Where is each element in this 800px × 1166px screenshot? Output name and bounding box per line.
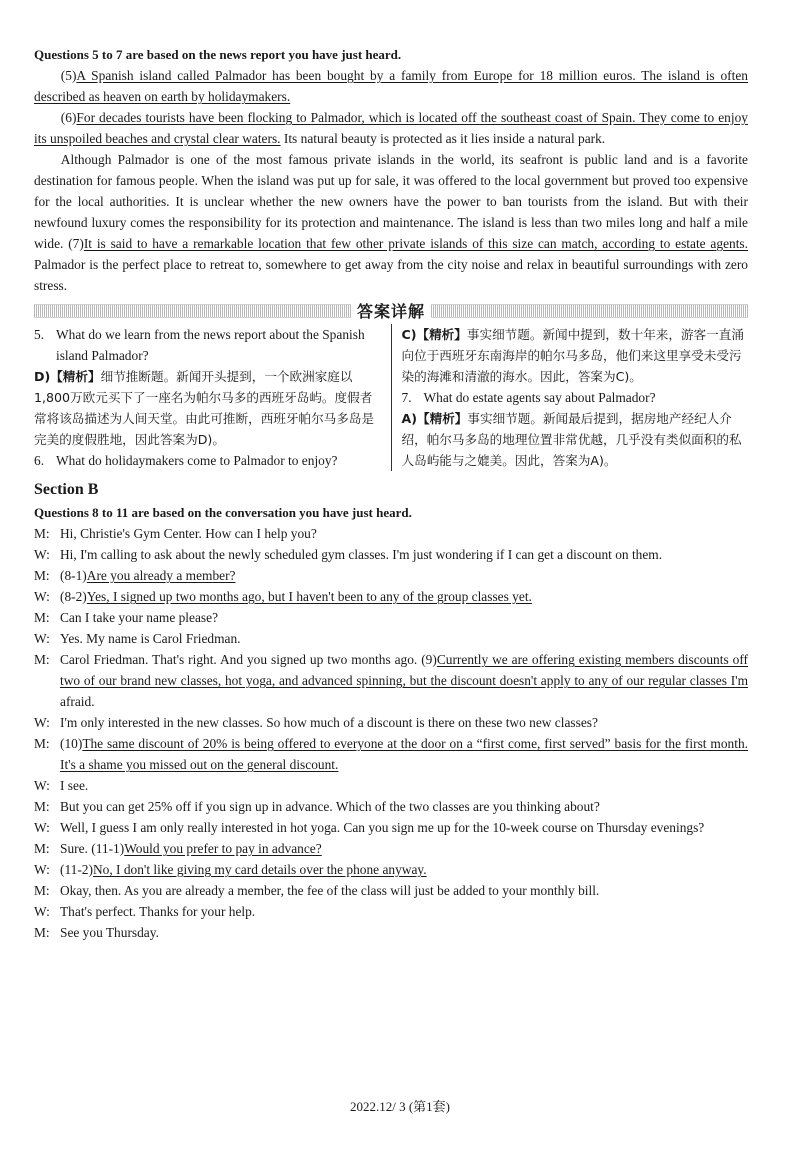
line-text: Hi, Christie's Gym Center. How can I help you? (60, 526, 317, 541)
answer-columns (34, 324, 748, 471)
answer-column-left (34, 324, 392, 471)
answer-key: D)【精析】 (34, 369, 101, 384)
section-b-heading: Questions 8 to 11 are based on the conversation you have just heard. (34, 505, 412, 520)
question-number: 7. (401, 390, 412, 405)
dialogue-line (34, 880, 748, 901)
line-text: Yes. My name is Carol Friedman. (60, 631, 241, 646)
document-page (34, 44, 748, 943)
speaker: W: (34, 631, 50, 646)
marker-7: (7) (68, 236, 84, 251)
speaker: W: (34, 778, 50, 793)
dialogue-line (34, 628, 748, 649)
dialogue-line (34, 775, 748, 796)
paragraph-text: Palmador is the perfect place to retreat to, somewhere to get away from the city noise and relax in beautiful surroundings with zero stress. (34, 257, 748, 293)
marker: (11-1) (91, 841, 125, 856)
line-text: Can I take your name please? (60, 610, 219, 625)
marker-6: (6) (60, 110, 77, 125)
underlined-text: Yes, I signed up two months ago, but I haven't been to any of the group classes yet. (86, 589, 532, 604)
dialogue-line (34, 565, 748, 586)
underlined-text: For decades tourists have been flocking to Palmador, which is located off the southeast coast of Spain. They come to enjoy its unspoiled beaches and crystal clear waters. (34, 110, 748, 146)
dialogue-line (34, 817, 748, 838)
dialogue-line (34, 523, 748, 544)
dialogue-line (34, 733, 748, 775)
underlined-text: A Spanish island called Palmador has been bought by a family from Europe for 18 million euros. The island is often described as heaven on earth by holidaymakers. (34, 68, 748, 104)
underlined-text: The same discount of 20% is being offered to everyone at the door on a “first come, first served” basis for the first month. It's a shame you missed out on the general discount. (60, 736, 748, 772)
question-text: What do estate agents say about Palmador? (423, 390, 656, 405)
line-text: I'm only interested in the new classes. So how much of a discount is there on these two new classes? (60, 715, 598, 730)
line-text: Sure. (60, 841, 92, 856)
answer-5 (34, 366, 381, 450)
line-text: But you can get 25% off if you sign up in advance. Which of the two classes are you thinking about? (60, 799, 600, 814)
speaker: W: (34, 862, 50, 877)
question-7 (402, 387, 749, 408)
marker: (10) (60, 736, 83, 751)
dialogue-line (34, 586, 748, 607)
answer-key: C)【精析】 (401, 327, 467, 342)
dialogue-line (34, 922, 748, 943)
marker: (9) (421, 652, 437, 667)
dialogue-line (34, 901, 748, 922)
paragraph-5 (34, 65, 748, 107)
speaker: M: (34, 652, 50, 667)
dialogue-line (34, 544, 748, 565)
divider-stripe-right (431, 304, 748, 318)
answer-text: 事实细节题。新闻中提到，数十年来，游客一直涌向位于西班牙东南海岸的帕尔马多岛，他们来这里享受未受污染的海滩和清澈的海水。因此，答案为C)。 (401, 327, 744, 384)
line-text: Well, I guess I am only really interested in hot yoga. Can you sign me up for the 10-week course on Thursday evenings? (60, 820, 705, 835)
paragraph-text: Although Palmador is one of the most famous private islands in the world, its seafront is public land and is a favorite destination for famous people. When the island was put up for sale, it was offered to the local government but proved too expensive for the local authorities. It is unclear whether the new owners have the power to ban tourists from the island. But with their newfound luxury comes the responsibility for its protection and maintenance. The island is less than two miles long and half a mile wide. (34, 152, 748, 251)
divider-stripe-left (34, 304, 351, 318)
marker: (8-1) (60, 568, 87, 583)
dialogue-line (34, 649, 748, 712)
line-text: Hi, I'm calling to ask about the newly scheduled gym classes. I'm just wondering if I can get a discount on them. (60, 547, 663, 562)
speaker: M: (34, 841, 50, 856)
speaker: M: (34, 610, 50, 625)
line-text: afraid. (60, 694, 95, 709)
marker: (11-2) (60, 862, 93, 877)
divider-title: 答案详解 (357, 301, 426, 321)
answer-column-right (392, 324, 749, 471)
line-text: Okay, then. As you are already a member, the fee of the class will just be added to your monthly bill. (60, 883, 600, 898)
underlined-text: No, I don't like giving my card details over the phone anyway. (92, 862, 427, 877)
dialogue-line (34, 607, 748, 628)
answer-text: 细节推断题。新闻开头提到，一个欧洲家庭以1,800万欧元买下了一座名为帕尔马多的西班牙岛屿。度假者常将该岛描述为人间天堂。由此可推断，西班牙帕尔马多岛是完美的度假胜地，因此答案为D)。 (34, 369, 375, 447)
question-text: What do we learn from the news report about the Spanish island Palmador? (56, 327, 365, 363)
speaker: W: (34, 820, 50, 835)
question-number: 6. (34, 453, 45, 468)
answer-divider (34, 300, 748, 322)
speaker: W: (34, 589, 50, 604)
answer-6 (402, 324, 749, 387)
line-text: See you Thursday. (60, 925, 159, 940)
question-text: What do holidaymakers come to Palmador to enjoy? (56, 453, 338, 468)
answer-key: A)【精析】 (401, 411, 468, 426)
line-text: That's perfect. Thanks for your help. (60, 904, 256, 919)
part-a-heading: Questions 5 to 7 are based on the news report you have just heard. (34, 47, 402, 62)
underlined-text: It is said to have a remarkable location that few other private islands of this size can match, according to estate agents. (83, 236, 748, 251)
answer-7 (402, 408, 749, 471)
section-b-title: Section B (34, 481, 99, 498)
speaker: W: (34, 547, 50, 562)
speaker: W: (34, 715, 50, 730)
underlined-text: Currently we are offering existing members discounts off two of our brand new classes, hot yoga, and advanced spinning, but the discount doesn't apply to any of our regular classes I'm (60, 652, 748, 688)
dialogue-line (34, 859, 748, 880)
speaker: M: (34, 799, 50, 814)
paragraph-6 (34, 107, 748, 149)
speaker: W: (34, 904, 50, 919)
line-text: Carol Friedman. That's right. And you signed up two months ago. (60, 652, 422, 667)
paragraph-7 (34, 149, 748, 296)
speaker: M: (34, 736, 50, 751)
dialogue-line (34, 712, 748, 733)
speaker: M: (34, 526, 50, 541)
underlined-text: Would you prefer to pay in advance? (124, 841, 322, 856)
answer-text: 事实细节题。新闻最后提到，据房地产经纪人介绍，帕尔马多岛的地理位置非常优越，几乎没有类似面积的私人岛屿能与之媲美。因此，答案为A)。 (401, 411, 742, 468)
dialogue-line (34, 838, 748, 859)
speaker: M: (34, 568, 50, 583)
underlined-text: Are you already a member? (86, 568, 236, 583)
speaker: M: (34, 925, 50, 940)
question-number: 5. (34, 327, 45, 342)
speaker: M: (34, 883, 50, 898)
paragraph-text: Its natural beauty is protected as it lies inside a natural park. (280, 131, 606, 146)
marker: (8-2) (60, 589, 87, 604)
question-5 (34, 324, 381, 366)
question-6 (34, 450, 381, 471)
line-text: I see. (60, 778, 89, 793)
marker-5: (5) (60, 68, 77, 83)
page-footer: 2022.12/ 3 (第1套) (349, 1099, 451, 1114)
dialogue-line (34, 796, 748, 817)
